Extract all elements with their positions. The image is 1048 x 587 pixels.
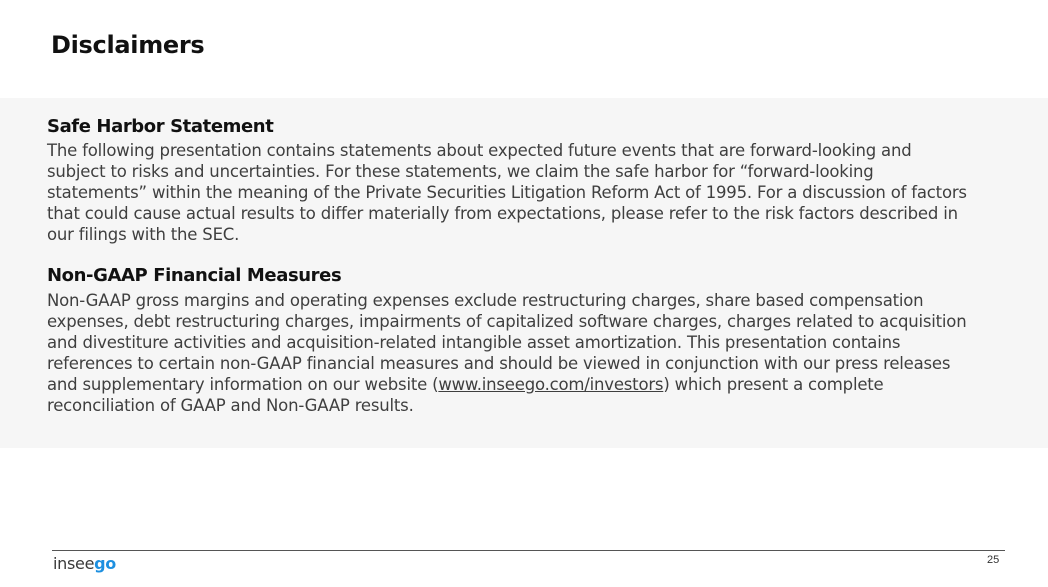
- safe-harbor-heading: Safe Harbor Statement: [47, 116, 274, 137]
- safe-harbor-text: The following presentation contains statements about expected future events that are forward-looking and subject to risks and uncertainties. For these statements, we claim the safe harbor for “forward-looking statements” within the meaning of the Private Securities Litigation Reform Act of 1995. For a discussion of factors that could cause actual results to differ materially from expectations, please refer to the risk factors described in our filings with the SEC.: [47, 141, 967, 244]
- non-gaap-heading: Non-GAAP Financial Measures: [47, 265, 342, 286]
- non-gaap-text-part1: Non-GAAP gross margins and operating expenses exclude restructuring charges, share based compensation expenses, debt restructuring charges, impairments of capitalized software charges, charges related to acquisition and divestiture activities and acquisition-related intangible asset amortization. This presentation contains references to certain non-GAAP financial measures and should be viewed in conjunction with our press releases and supplementary information on our website (: [47, 291, 967, 394]
- non-gaap-text-part2: ) which present a complete reconciliation of GAAP and Non-GAAP results.: [47, 375, 884, 415]
- inseego-logo: [53, 554, 116, 573]
- page-title: Disclaimers: [51, 31, 205, 59]
- investors-link[interactable]: www.inseego.com/investors: [438, 375, 664, 394]
- non-gaap-text: [47, 290, 967, 416]
- logo-text-primary: insee: [53, 554, 95, 573]
- logo-text-accent: go: [94, 554, 116, 573]
- page-number: 25: [987, 554, 1000, 566]
- footer-divider: [52, 550, 1005, 551]
